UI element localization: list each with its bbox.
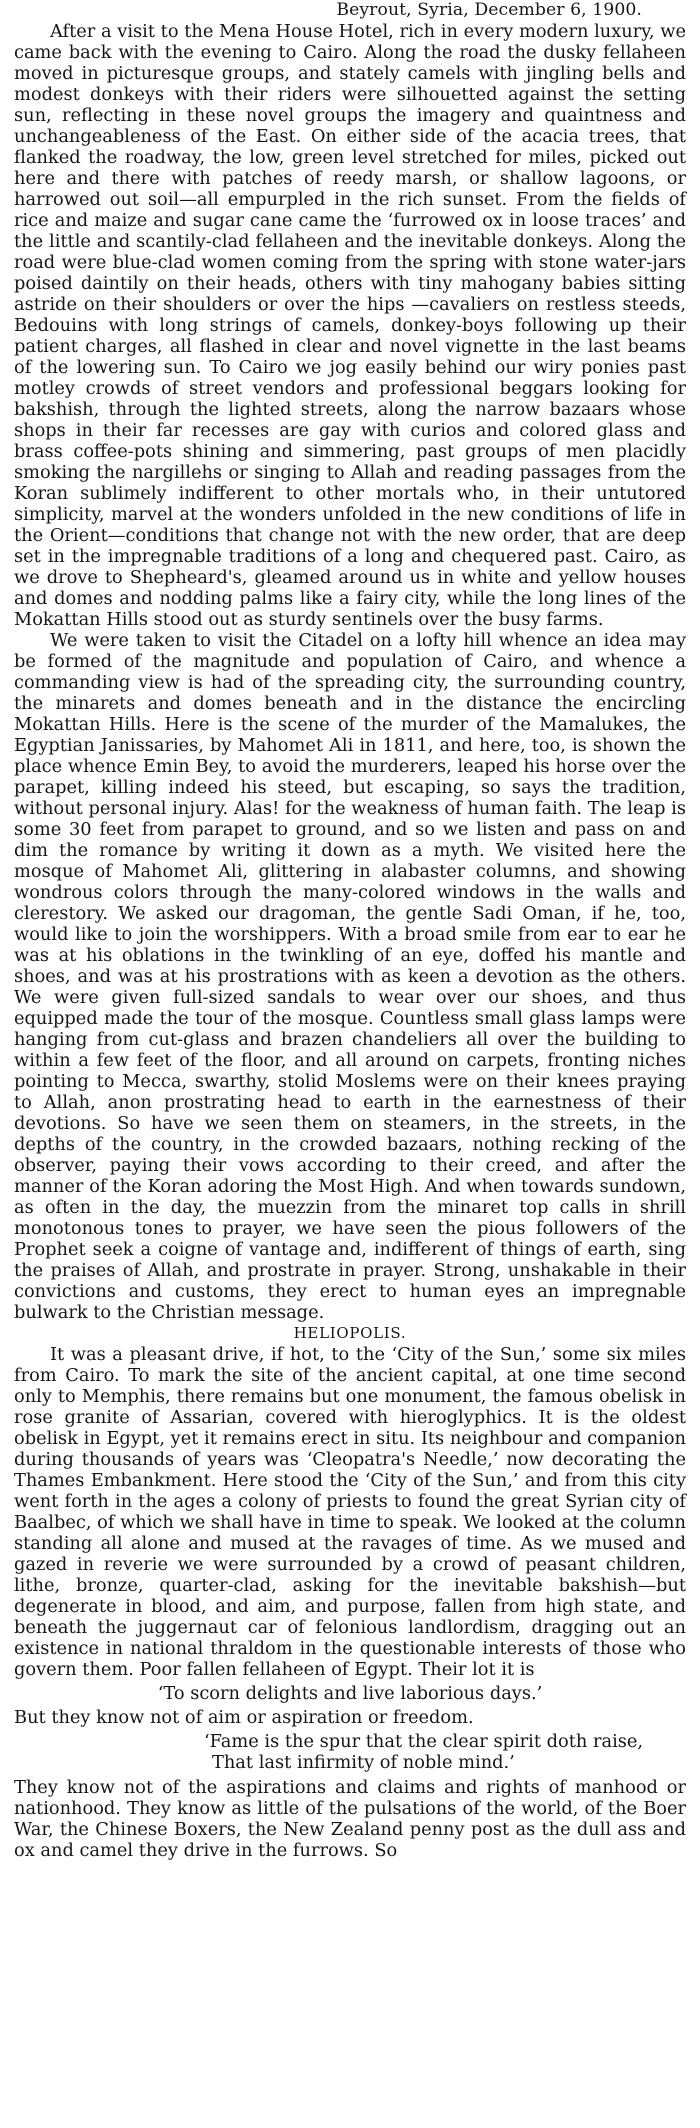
- couplet-line-1: ‘Fame is the spur that the clear spirit doth raise,: [204, 1731, 644, 1752]
- article-column: [14, 0, 686, 1861]
- couplet-line-2: That last infirmity of noble mind.’: [212, 1752, 515, 1773]
- paragraph-cairo-evening: After a visit to the Mena House Hotel, rich in every modern luxury, we came back with the evening to Cairo. Along the road the dusky fellaheen moved in picturesque groups, and stately camels with jingling bells and modest donkeys with their riders were silhouetted against the setting sun, reflecting in these novel groups the imagery and quaintness and unchangeableness of the East. On either side of the acacia trees, that flanked the roadway, the low, green level stretched for miles, picked out here and there with patches of reedy marsh, or shallow lagoons, or harrowed out soil—all empurpled in the rich sunset. From the fields of rice and maize and sugar cane came the ‘furrowed ox in loose traces’ and the little and scantily-clad fellaheen and the inevitable donkeys. Along the road were blue-clad women coming from the spring with stone water-jars poised daintily on their heads, others with tiny mahogany babies sitting astride on their shoulders or over the hips —cavaliers on restless steeds, Bedouins with long strings of camels, donkey-boys following up their patient charges, all flashed in clear and novel vignette in the last beams of the lowering sun. To Cairo we jog easily behind our wiry ponies past motley crowds of street vendors and professional beggars looking for bakshish, through the lighted streets, along the narrow bazaars whose shops in their far recesses are gay with curios and colored glass and brass coffee-pots shining and simmering, past groups of men placidly smoking the nargillehs or singing to Allah and reading passages from the Koran sublimely indifferent to other mortals who, in their untutored simplicity, marvel at the wonders unfolded in the new conditions of life in the Orient—conditions that change not with the new order, that are deep set in the impregnable traditions of a long and chequered past. Cairo, as we drove to Shepheard's, gleamed around us in white and yellow houses and domes and nodding palms like a fairy city, while the long lines of the Mokattan Hills stood out as sturdy sentinels over the busy farms.: [14, 21, 686, 630]
- paragraph-citadel: We were taken to visit the Citadel on a lofty hill whence an idea may be formed of the magnitude and population of Cairo, and whence a commanding view is had of the spreading city, the surrounding country, the minarets and domes beneath and in the distance the encircling Mokattan Hills. Here is the scene of the murder of the Mamalukes, the Egyptian Janissaries, by Mahomet Ali in 1811, and here, too, is shown the place whence Emin Bey, to avoid the murderers, leaped his horse over the parapet, killing indeed his steed, but escaping, so says the tradition, without personal injury. Alas! for the weakness of human faith. The leap is some 30 feet from parapet to ground, and so we listen and pass on and dim the romance by writing it down as a myth. We visited here the mosque of Mahomet Ali, glittering in alabaster columns, and showing wondrous colors through the many-colored windows in the walls and clerestory. We asked our dragoman, the gentle Sadi Oman, if he, too, would like to join the worshippers. With a broad smile from ear to ear he was at his oblations in the twinkling of an eye, doffed his mantle and shoes, and was at his prostrations with as keen a devotion as the others. We were given full-sized sandals to wear over our shoes, and thus equipped made the tour of the mosque. Countless small glass lamps were hanging from cut-glass and brazen chandeliers all over the building to within a few feet of the floor, and all around on carpets, fronting niches pointing to Mecca, swarthy, stolid Moslems were on their knees praying to Allah, anon prostrating head to earth in the earnestness of their devotions. So have we seen them on steamers, in the streets, in the depths of the country, in the crowded bazaars, nothing recking of the observer, paying their vows according to their creed, and after the manner of the Koran adoring the Most High. And when towards sundown, as often in the day, the muezzin from the minaret top calls in shrill monotonous tones to prayer, we have seen the pious followers of the Prophet seek a coigne of vantage and, indifferent of things of earth, sing the praises of Allah, and prostrate in prayer. Strong, unshakable in their convictions and customs, they erect to human eyes an impregnable bulwark to the Christian message.: [14, 630, 686, 1323]
- paragraph-heliopolis: It was a pleasant drive, if hot, to the ‘City of the Sun,’ some six miles from Cairo. To mark the site of the ancient capital, at one time second only to Memphis, there remains but one monument, the famous obelisk in rose granite of Assarian, covered with hieroglyphics. It is the oldest obelisk in Egypt, yet it remains erect in situ. Its neighbour and companion during thousands of years was ‘Cleopatra's Needle,’ now decorating the Thames Embankment. Here stood the ‘City of the Sun,’ and from this city went forth in the ages a colony of priests to found the great Syrian city of Baalbec, of which we shall have in time to speak. We looked at the column standing all alone and mused at the ravages of time. As we mused and gazed in reverie we were surrounded by a crowd of peasant children, lithe, bronze, quarter-clad, asking for the inevitable bakshish—but degenerate in blood, and aim, and purpose, fallen from high state, and beneath the juggernaut car of felonious landlordism, dragging out an existence in national thraldom in the questionable interests of those who govern them. Poor fallen fellaheen of Egypt. Their lot it is: [14, 1344, 686, 1680]
- dateline: Beyrout, Syria, December 6, 1900.: [336, 0, 642, 20]
- verse-quotation: ‘To scorn delights and live laborious days.’: [157, 1683, 543, 1704]
- aspiration-line: But they know not of aim or aspiration or freedom.: [14, 1707, 474, 1728]
- paragraph-nationhood: They know not of the aspirations and claims and rights of manhood or nationhood. They know as little of the pulsations of the world, of the Boer War, the Chinese Boxers, the New Zealand penny post as the dull ass and ox and camel they drive in the furrows. So: [14, 1777, 686, 1861]
- section-heading-heliopolis: HELIOPOLIS.: [293, 1324, 407, 1342]
- verse-couplet: [14, 1731, 686, 1773]
